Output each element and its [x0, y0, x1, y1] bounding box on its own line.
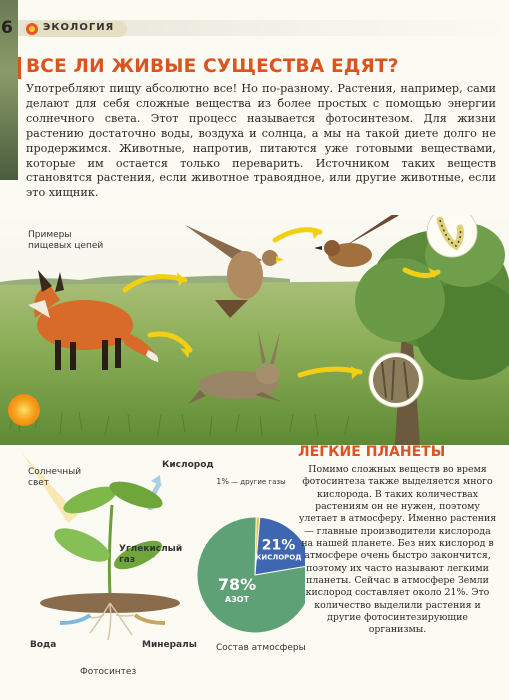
minerals-label: Минералы [142, 640, 197, 650]
pie-value-other: 1% [216, 477, 229, 486]
minerals-arrow [135, 615, 165, 623]
pie-label-other: — другие газы [231, 478, 286, 486]
intro-paragraph: Употребляют пищу абсолютно все! Но по-разному. Растения, например, сами делают для себя сложные вещества из более простых с помощью энергии солнечного света. Этот процесс называется фотосинтезом. Для жизни растению достаточно воды, воздуха и солнца, а мы на такой диете долго не продержимся. Животные, напротив, питаются уже готовыми веществами, которые им остается только переварить. Источником таких веществ становятся растения, если животное травоядное, или другие животные, если это хищник. [26, 82, 496, 200]
section-icon [26, 23, 38, 35]
sunlight-label: Солнечный свет [28, 467, 82, 488]
pie-value-oxygen: 21% [261, 537, 296, 554]
sidebar-title: ЛЕГКИЕ ПЛАНЕТЫ [298, 444, 446, 460]
page-number: 6 [1, 18, 13, 38]
title-accent-bar [18, 57, 21, 79]
section-label: ЭКОЛОГИЯ [43, 22, 115, 33]
plant-stem [109, 505, 112, 595]
oxygen-label: Кислород [162, 460, 214, 470]
sun-icon [8, 394, 40, 426]
food-chain-caption: Примеры пищевых цепей [28, 230, 104, 251]
page-title: ВСЕ ЛИ ЖИВЫЕ СУЩЕСТВА ЕДЯТ? [26, 56, 399, 77]
co2-label: Углекислый газ [119, 544, 183, 565]
pie-label-nitrogen: АЗОТ [224, 595, 250, 604]
pie-value-nitrogen: 78% [217, 575, 257, 594]
section-badge [23, 21, 127, 37]
sidebar-text: Помимо сложных веществ во время фотосинтеза также выделяется много кислорода. В таких количествах растениям он не нужен, поэтому улетает в атмосферу. Именно растения — главные производители кислорода на нашей планете. Без них кислород в атмосфере очень быстро закончится, поэтому их часто называют легкими планеты. Сейчас в атмосфере Земли кислород составляет около 21%. Это количество выделили растения и другие фотосинтезирующие организмы. [298, 464, 497, 636]
atmosphere-pie-chart [185, 470, 305, 670]
water-arrow [60, 615, 90, 623]
bark [369, 353, 423, 407]
photosynthesis-caption: Фотосинтез [80, 667, 137, 677]
water-label: Вода [30, 640, 57, 650]
pie-caption: Состав атмосферы [216, 643, 306, 653]
pie-label-oxygen: КИСЛОРОД [255, 553, 302, 562]
